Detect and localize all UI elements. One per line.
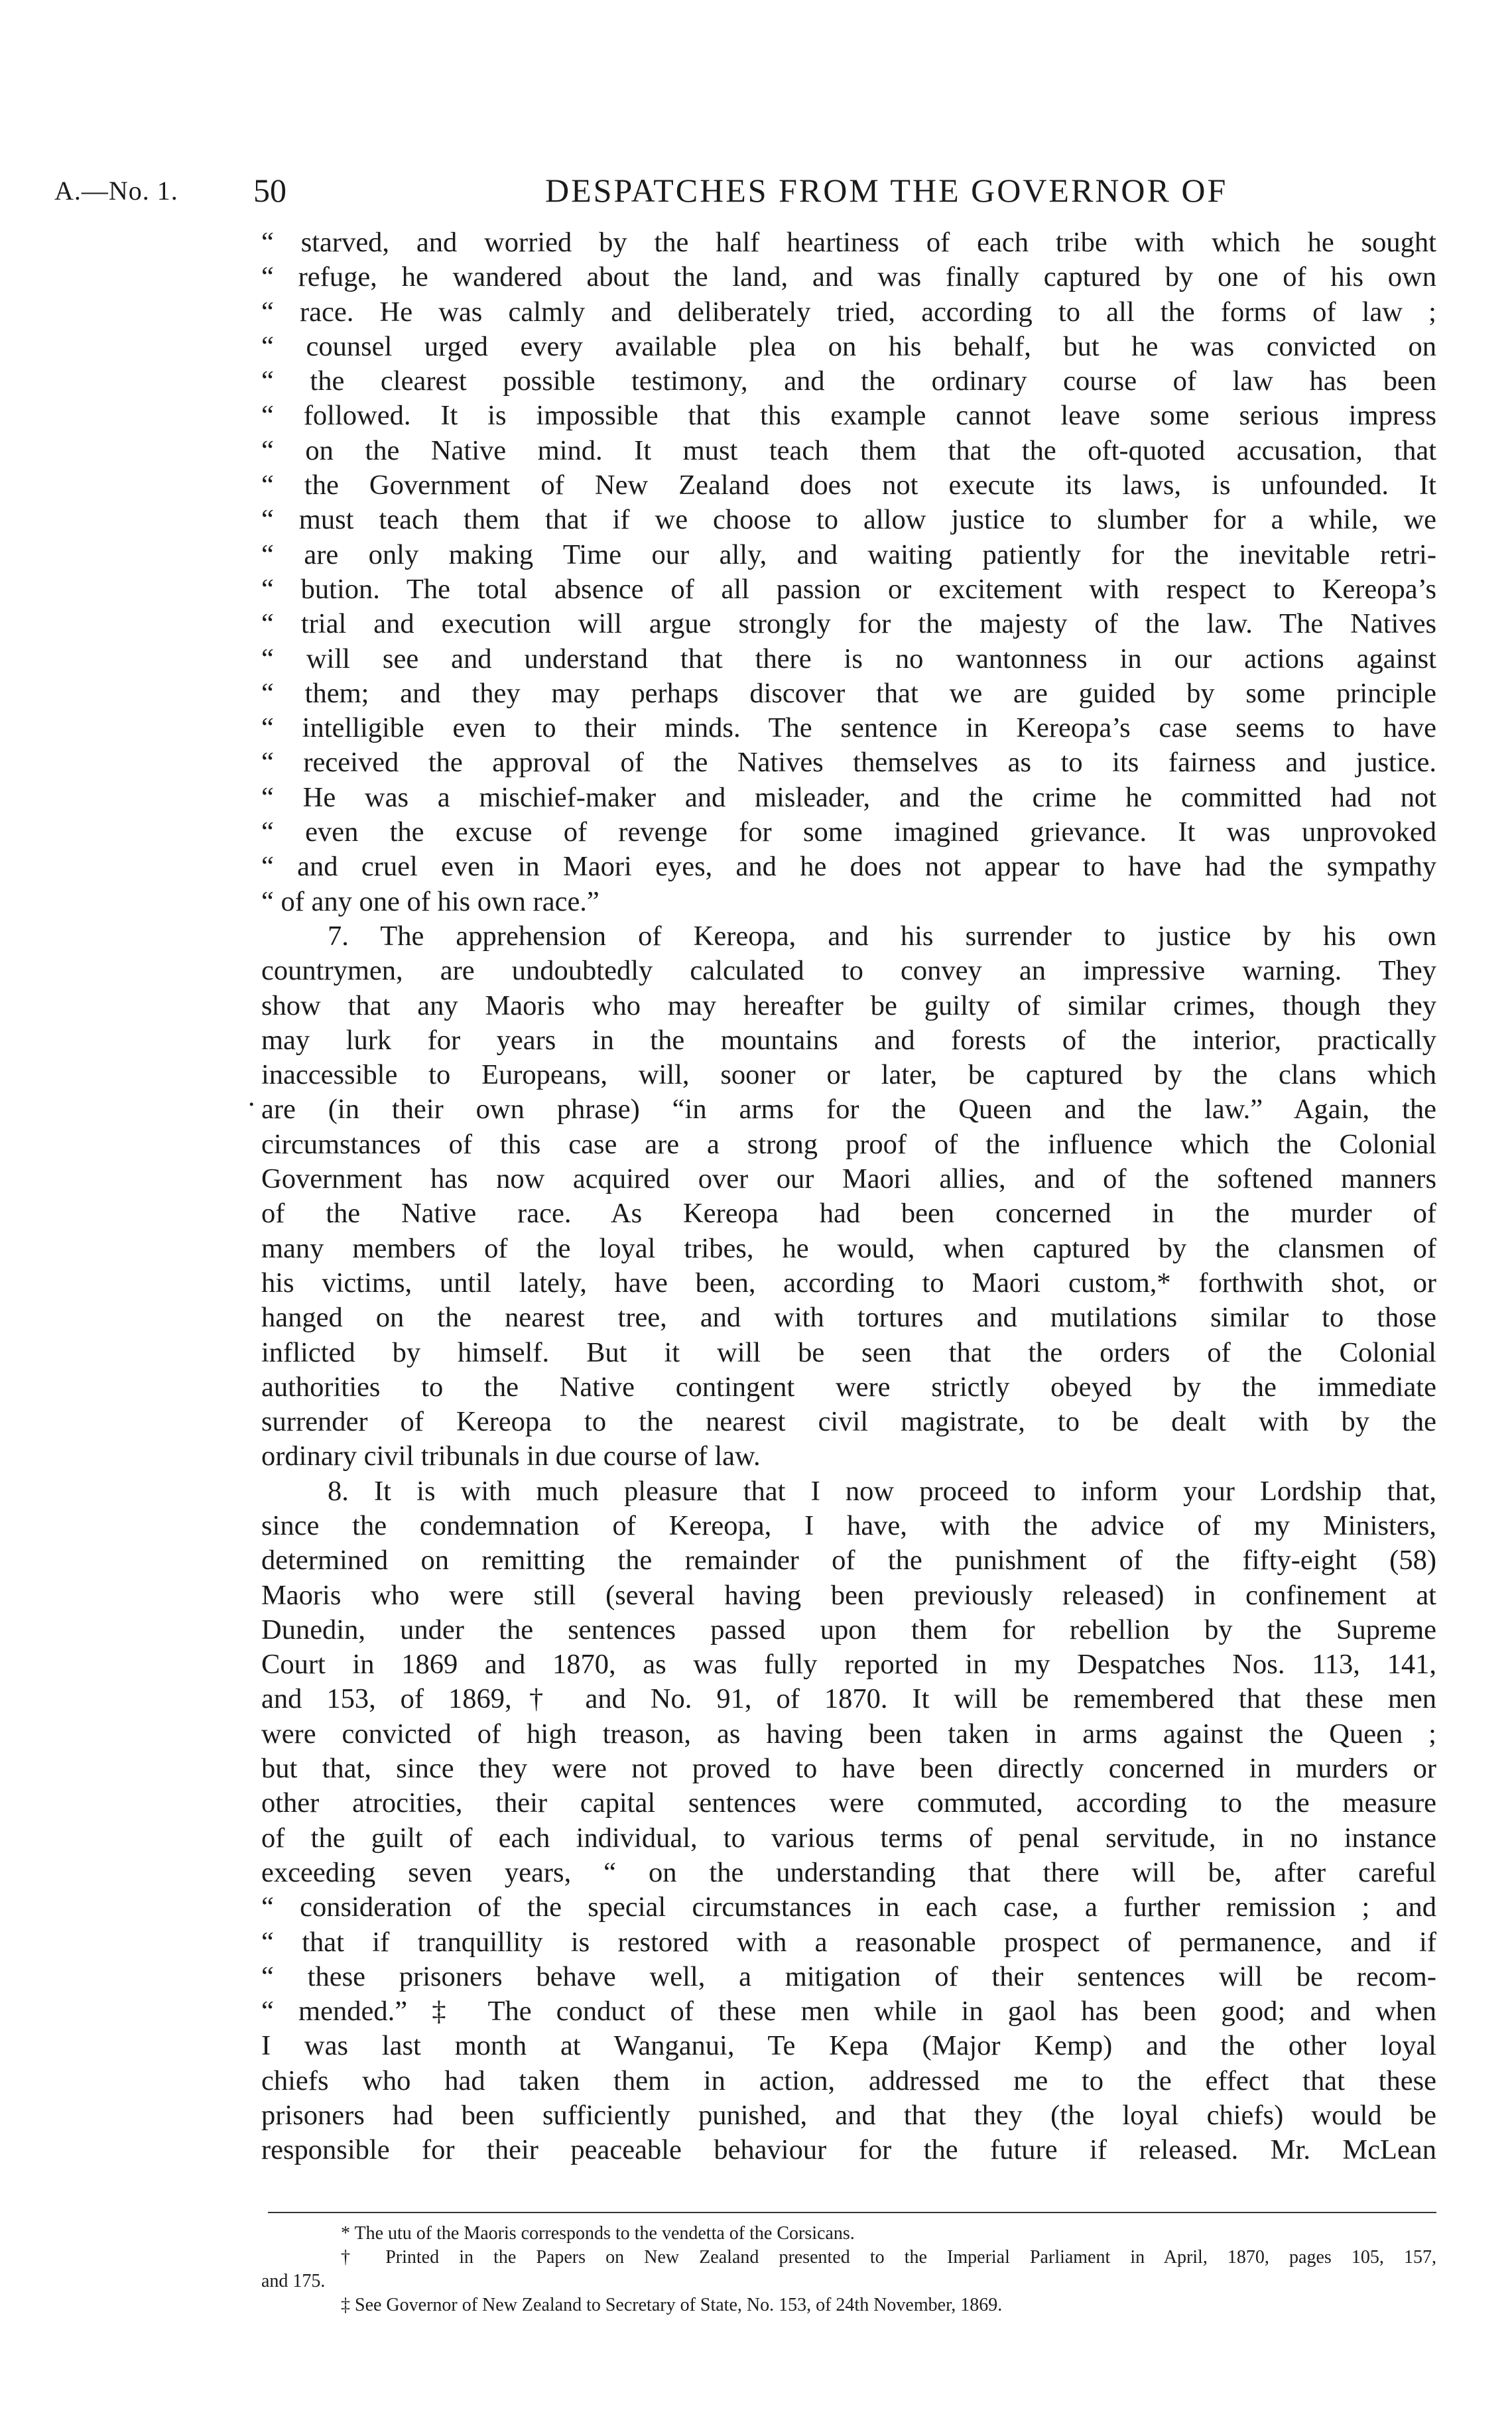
- body-line: of the guilt of each individual, to various terms of penal servitude, in no instance: [261, 1822, 1436, 1854]
- body-line: “ must teach them that if we choose to allow justice to slumber for a while, we: [261, 504, 1436, 536]
- body-line: show that any Maoris who may hereafter be guilty of similar crimes, though they: [261, 990, 1436, 1021]
- body-line: “ bution. The total absence of all passion or excitement with respect to Kereopa’s: [261, 573, 1436, 605]
- body-line: “ received the approval of the Natives themselves as to its fairness and justice.: [261, 747, 1436, 779]
- body-line: “ the Government of New Zealand does not execute its laws, is unfounded. It: [261, 470, 1436, 501]
- body-line: “ mended.” ‡ The conduct of these men while in gaol has been good; and when: [261, 1996, 1436, 2027]
- body-line: “ that if tranquillity is restored with a reasonable prospect of permanence, and if: [261, 1926, 1436, 1958]
- body-line: countrymen, are undoubtedly calculated to convey an impressive warning. They: [261, 955, 1436, 987]
- body-line: other atrocities, their capital sentences were commuted, according to the measure: [261, 1787, 1436, 1819]
- body-line: Maoris who were still (several having been previously released) in confinement at: [261, 1579, 1436, 1611]
- body-line: “ He was a mischief-maker and misleader, and the crime he committed had not: [261, 781, 1436, 813]
- body-line: “ race. He was calmly and deliberately tried, according to all the forms of law ;: [261, 296, 1436, 328]
- body-line: “ these prisoners behave well, a mitigation of their sentences will be recom-: [261, 1960, 1436, 1992]
- body-line: “ counsel urged every available plea on his behalf, but he was convicted on: [261, 330, 1436, 362]
- body-line: chiefs who had taken them in action, addressed me to the effect that these: [261, 2065, 1436, 2096]
- body-text: [261, 225, 1436, 2168]
- body-line: “ starved, and worried by the half heartiness of each tribe with which he sought: [261, 227, 1436, 258]
- body-line: “ refuge, he wandered about the land, and was finally captured by one of his own: [261, 261, 1436, 293]
- body-line: responsible for their peaceable behaviour for the future if released. Mr. McLean: [261, 2134, 1436, 2166]
- body-line: “ trial and execution will argue strongly for the majesty of the law. The Natives: [261, 608, 1436, 640]
- body-line: I was last month at Wanganui, Te Kepa (Major Kemp) and the other loyal: [261, 2030, 1436, 2062]
- body-line: Dunedin, under the sentences passed upon them for rebellion by the Supreme: [261, 1614, 1436, 1645]
- body-line: “ consideration of the special circumstances in each case, a further remission ; and: [261, 1891, 1436, 1923]
- paragraph-7-start: 7. The apprehension of Kereopa, and his surrender to justice by his own: [328, 920, 1436, 952]
- body-line: “ followed. It is impossible that this example cannot leave some serious impress: [261, 400, 1436, 432]
- body-line: prisoners had been sufficiently punished, and that they (the loyal chiefs) would be: [261, 2100, 1436, 2132]
- body-line: his victims, until lately, have been, according to Maori custom,* forthwith shot, or: [261, 1267, 1436, 1299]
- footnote-divider: [268, 2212, 1436, 2213]
- body-line: “ intelligible even to their minds. The sentence in Kereopa’s case seems to have: [261, 712, 1436, 744]
- footnote-dagger: † Printed in the Papers on New Zealand presented to the Imperial Parliament in April, 1870, pages 105, 157,: [341, 2247, 1436, 2268]
- footnote-double-dagger: ‡ See Governor of New Zealand to Secretary of State, No. 153, of 24th November, 1869.: [341, 2295, 1003, 2315]
- body-line: “ the clearest possible testimony, and the ordinary course of law has been: [261, 365, 1436, 397]
- body-line: and 153, of 1869,† and No. 91, of 1870. It will be remembered that these men: [261, 1683, 1436, 1715]
- body-line: “ of any one of his own race.”: [261, 885, 599, 917]
- body-line: ordinary civil tribunals in due course of law.: [261, 1441, 761, 1472]
- body-line: authorities to the Native contingent were strictly obeyed by the immediate: [261, 1371, 1436, 1403]
- body-line: exceeding seven years, “ on the understanding that there will be, after careful: [261, 1856, 1436, 1888]
- margin-mark: .: [248, 1082, 255, 1112]
- body-line: inaccessible to Europeans, will, sooner or later, be captured by the clans which: [261, 1059, 1436, 1091]
- body-line: surrender of Kereopa to the nearest civil magistrate, to be dealt with by the: [261, 1406, 1436, 1438]
- page-header: [54, 171, 1434, 211]
- body-line: circumstances of this case are a strong proof of the influence which the Colonial: [261, 1128, 1436, 1160]
- body-line: “ on the Native mind. It must teach them that the oft-quoted accusation, that: [261, 434, 1436, 466]
- body-line: “ and cruel even in Maori eyes, and he does not appear to have had the sympathy: [261, 851, 1436, 883]
- body-line: hanged on the nearest tree, and with tortures and mutilations similar to those: [261, 1302, 1436, 1334]
- body-line: many members of the loyal tribes, he would, when captured by the clansmen of: [261, 1232, 1436, 1264]
- page-number: 50: [253, 172, 286, 209]
- body-line: may lurk for years in the mountains and forests of the interior, practically: [261, 1024, 1436, 1056]
- body-line: inflicted by himself. But it will be seen that the orders of the Colonial: [261, 1336, 1436, 1368]
- footnote-asterisk: * The utu of the Maoris corresponds to the vendetta of the Corsicans.: [341, 2223, 855, 2244]
- body-line: Government has now acquired over our Maori allies, and of the softened manners: [261, 1163, 1436, 1195]
- body-line: Court in 1869 and 1870, as was fully reported in my Despatches Nos. 113, 141,: [261, 1649, 1436, 1681]
- body-line: of the Native race. As Kereopa had been concerned in the murder of: [261, 1198, 1436, 1230]
- running-title: DESPATCHES FROM THE GOVERNOR OF: [545, 172, 1228, 209]
- body-line: “ will see and understand that there is no wantonness in our actions against: [261, 643, 1436, 674]
- body-line: but that, since they were not proved to have been directly concerned in murders or: [261, 1753, 1436, 1785]
- document-reference: A.—No. 1.: [54, 176, 178, 206]
- body-line: were convicted of high treason, as having been taken in arms against the Queen ;: [261, 1718, 1436, 1750]
- footnote-dagger-continued: and 175.: [261, 2271, 326, 2291]
- body-line: “ are only making Time our ally, and waiting patiently for the inevitable retri-: [261, 539, 1436, 570]
- body-line: determined on remitting the remainder of the punishment of the fifty-eight (58): [261, 1545, 1436, 1576]
- body-line: since the condemnation of Kereopa, I have, with the advice of my Ministers,: [261, 1509, 1436, 1541]
- paragraph-8-start: 8. It is with much pleasure that I now proceed to inform your Lordship that,: [328, 1475, 1436, 1507]
- body-line: “ even the excuse of revenge for some imagined grievance. It was unprovoked: [261, 816, 1436, 848]
- body-line: “ them; and they may perhaps discover that we are guided by some principle: [261, 677, 1436, 709]
- body-line: are (in their own phrase) “in arms for the Queen and the law.” Again, the: [261, 1094, 1436, 1125]
- footnotes: [261, 2222, 1436, 2317]
